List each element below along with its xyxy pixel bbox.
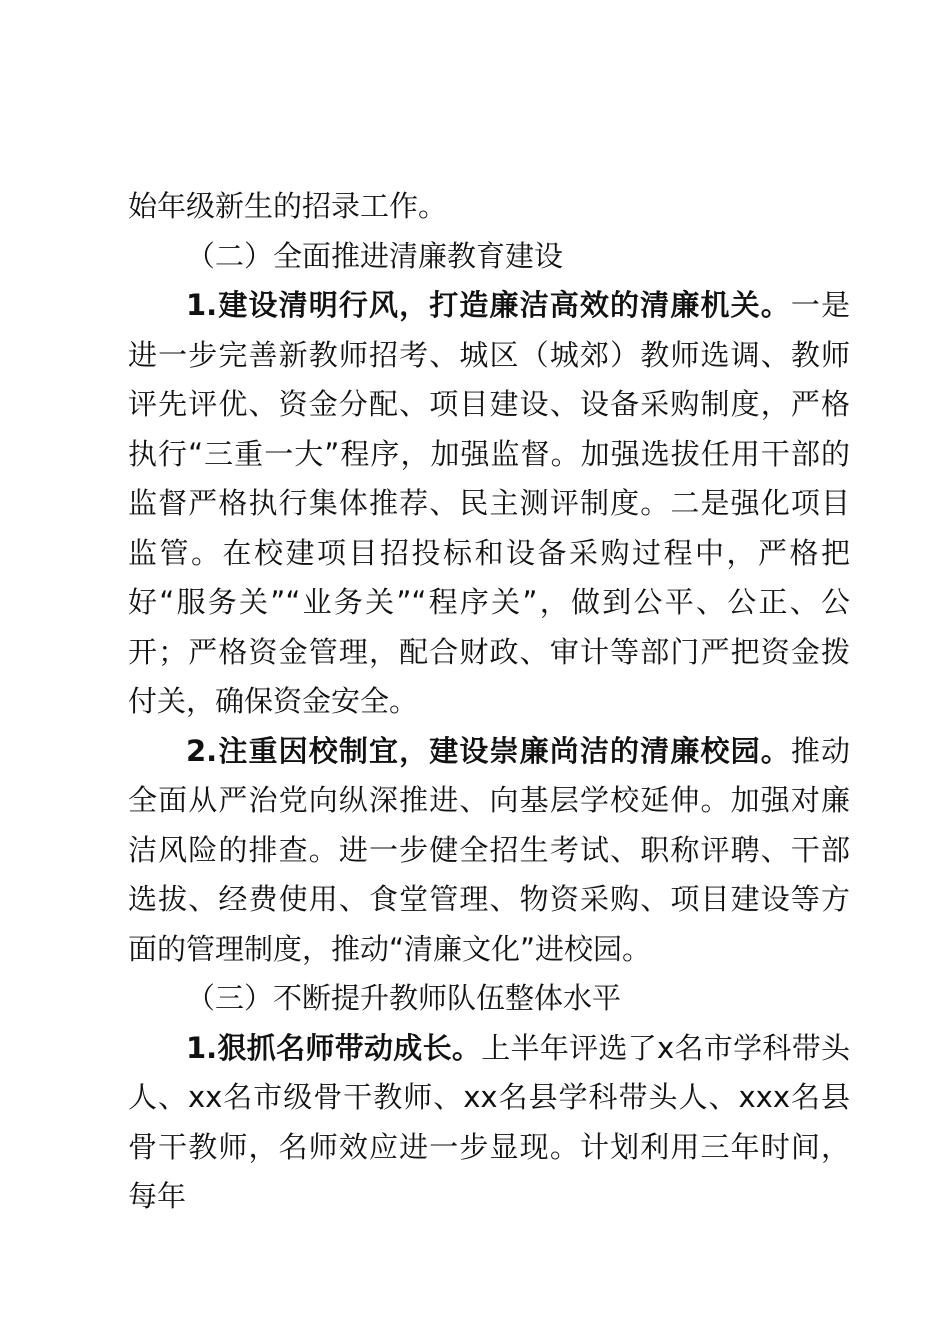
paragraph-text: 推动全面从严治党向纵深推进、向基层学校延伸。加强对廉洁风险的排查。进一步健全招生考试、职称评聘、干部选拔、经费使用、食堂管理、物资采购、项目建设等方面的管理制度，推动“清廉文化”进校园。 [128, 733, 850, 966]
paragraph-clean-organs [128, 281, 850, 727]
paragraph-text: 上半年评选了x名市学科带头人、xx名市级骨干教师、xx名县学科带头人、xxx名县骨干教师，名师效应进一步显现。计划利用三年时间，每年 [128, 1030, 850, 1213]
paragraph-lead: 1.建设清明行风，打造廉洁高效的清廉机关。 [186, 288, 791, 322]
paragraph-text: 一是进一步完善新教师招考、城区（城郊）教师选调、教师评先评优、资金分配、项目建设、设备采购制度，严格执行“三重一大”程序，加强监督。加强选拔任用干部的监督严格执行集体推荐、民主测评制度。二是强化项目监管。在校建项目招投标和设备采购过程中，严格把好“服务关”“业务关”“程序关”，做到公平、公正、公开；严格资金管理，配合财政、审计等部门严把资金拨付关，确保资金安全。 [128, 288, 850, 718]
paragraph-continuation [128, 182, 850, 232]
paragraph-lead: 1.狠抓名师带动成长。 [186, 1030, 482, 1065]
paragraph-lead: 2.注重因校制宜，建设崇廉尚洁的清廉校园。 [186, 733, 791, 768]
section-heading-three [128, 974, 850, 1024]
paragraph-clean-campus [128, 727, 850, 975]
heading-text: （二）全面推进清廉教育建设 [186, 238, 564, 273]
document-body [128, 182, 850, 1222]
paragraph-famous-teachers [128, 1024, 850, 1222]
paragraph-text: 始年级新生的招录工作。 [128, 189, 448, 223]
section-heading-two [128, 232, 850, 282]
heading-text: （三）不断提升教师队伍整体水平 [186, 981, 622, 1015]
